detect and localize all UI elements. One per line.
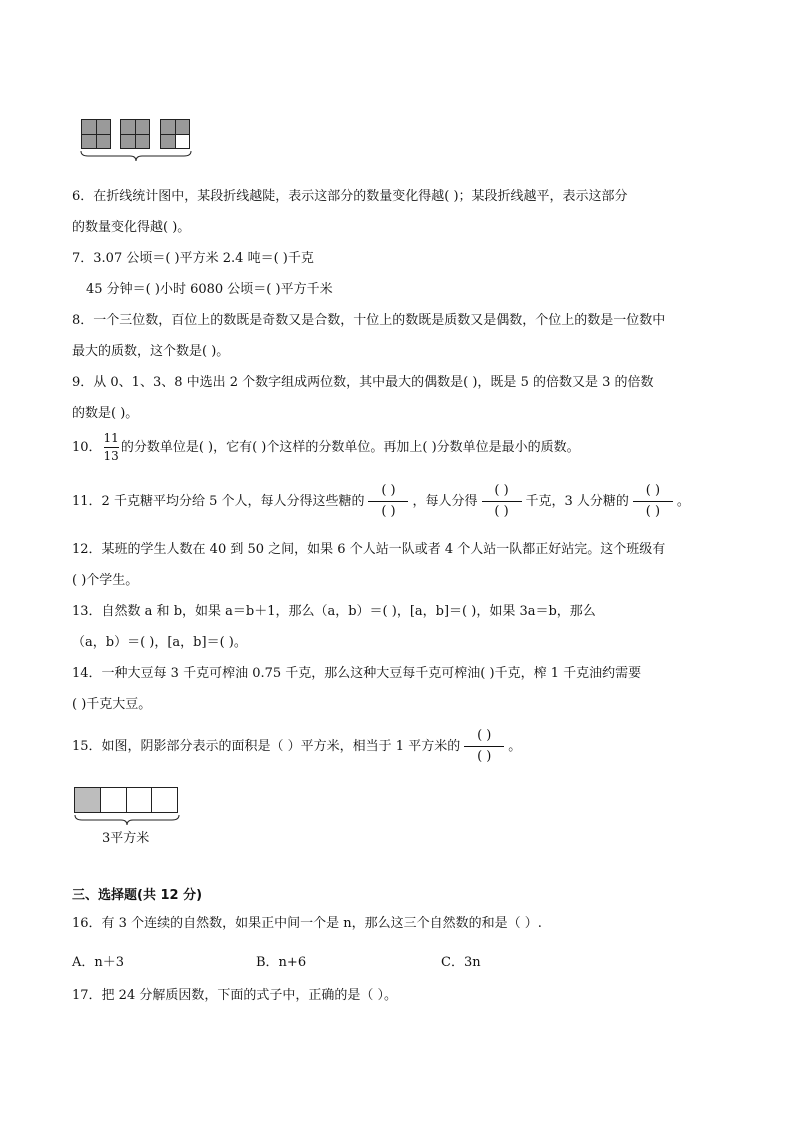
question-11-part-1: 11．2 千克糖平均分给 5 个人，每人分得这些糖的 xyxy=(72,494,365,509)
strip-cell-shaded xyxy=(75,788,101,812)
question-15 xyxy=(72,726,521,767)
grid-square-full-2 xyxy=(120,119,150,149)
blank-fraction-2: $\frac{( )}{( )}$ xyxy=(482,481,522,522)
area-strip-figure xyxy=(74,787,178,813)
fraction-numerator: 11 xyxy=(103,431,119,445)
question-15-part-1: 15．如图，阴影部分表示的面积是（ ）平方米，相当于 1 平方米的 xyxy=(72,739,461,754)
option-c: C．3n xyxy=(441,955,481,970)
question-11 xyxy=(72,481,690,522)
brace-icon xyxy=(80,150,192,162)
question-13-line-1: 13．自然数 a 和 b，如果 a＝b＋1，那么（a，b）＝( )，[a，b]＝( )，如果 3a＝b，那么 xyxy=(72,604,596,619)
grid-square-full-1 xyxy=(81,119,111,149)
question-11-part-4: 。 xyxy=(676,494,690,509)
strip-cell xyxy=(152,788,177,812)
question-13-line-2: （a，b）＝( )，[a，b]＝( )。 xyxy=(72,635,247,650)
question-9-line-1: 9．从 0、1、3、8 中选出 2 个数字组成两位数，其中最大的偶数是( )，既是 5 的倍数又是 3 的倍数 xyxy=(72,375,654,390)
strip-cell xyxy=(127,788,153,812)
question-11-part-3: 千克，3 人分糖的 xyxy=(525,494,629,509)
strip-cell xyxy=(101,788,127,812)
blank-fraction-3: $\frac{( )}{( )}$ xyxy=(633,481,673,522)
question-12-line-2: ( )个学生。 xyxy=(72,573,139,588)
question-11-part-2: ，每人分得 xyxy=(412,494,478,509)
fraction-11-13 xyxy=(104,432,119,463)
question-15-part-2: 。 xyxy=(508,739,522,754)
question-10-prefix: 10． xyxy=(72,440,102,455)
question-14-line-2: ( )千克大豆。 xyxy=(72,697,152,712)
option-a: A．n＋3 xyxy=(72,955,125,970)
question-6-line-1: 6．在折线统计图中，某段折线越陡，表示这部分的数量变化得越( )；某段折线越平，表示这部分 xyxy=(72,189,628,204)
question-8-line-2: 最大的质数，这个数是( )。 xyxy=(72,344,230,359)
question-9-line-2: 的数是( )。 xyxy=(72,406,139,421)
grid-square-partial xyxy=(160,119,190,149)
question-10-text: 的分数单位是( )，它有( )个这样的分数单位。再加上( )分数单位是最小的质数。 xyxy=(120,440,580,455)
question-6-line-2: 的数量变化得越( )。 xyxy=(72,220,191,235)
question-7-line-1: 7．3.07 公顷＝( )平方米 2.4 吨＝( )千克 xyxy=(72,251,314,266)
question-7-line-2: 45 分钟＝( )小时 6080 公顷＝( )平方千米 xyxy=(86,282,333,297)
question-8-line-1: 8．一个三位数，百位上的数既是奇数又是合数，十位上的数既是质数又是偶数，个位上的数是一位数中 xyxy=(72,313,666,328)
brace-icon xyxy=(74,814,180,826)
section-title: 三、选择题(共 12 分) xyxy=(72,888,203,903)
blank-fraction-1: $\frac{( )}{( )}$ xyxy=(368,481,408,522)
figure-label: 3平方米 xyxy=(102,831,150,846)
question-12-line-1: 12．某班的学生人数在 40 到 50 之间，如果 6 个人站一队或者 4 个人站一队都正好站完。这个班级有 xyxy=(72,542,666,557)
question-16-stem: 16．有 3 个连续的自然数，如果正中间一个是 n，那么这三个自然数的和是（ ）. xyxy=(72,916,542,931)
question-14-line-1: 14．一种大豆每 3 千克可榨油 0.75 千克，那么这种大豆每千克可榨油( )千克，榨 1 千克油约需要 xyxy=(72,666,642,681)
option-b: B．n+6 xyxy=(256,955,307,970)
question-17-stem: 17．把 24 分解质因数，下面的式子中，正确的是（ ）。 xyxy=(72,988,397,1003)
blank-fraction-4: $\frac{( )}{( )}$ xyxy=(464,726,504,767)
question-10 xyxy=(72,432,580,463)
fraction-denominator: 13 xyxy=(103,449,119,463)
